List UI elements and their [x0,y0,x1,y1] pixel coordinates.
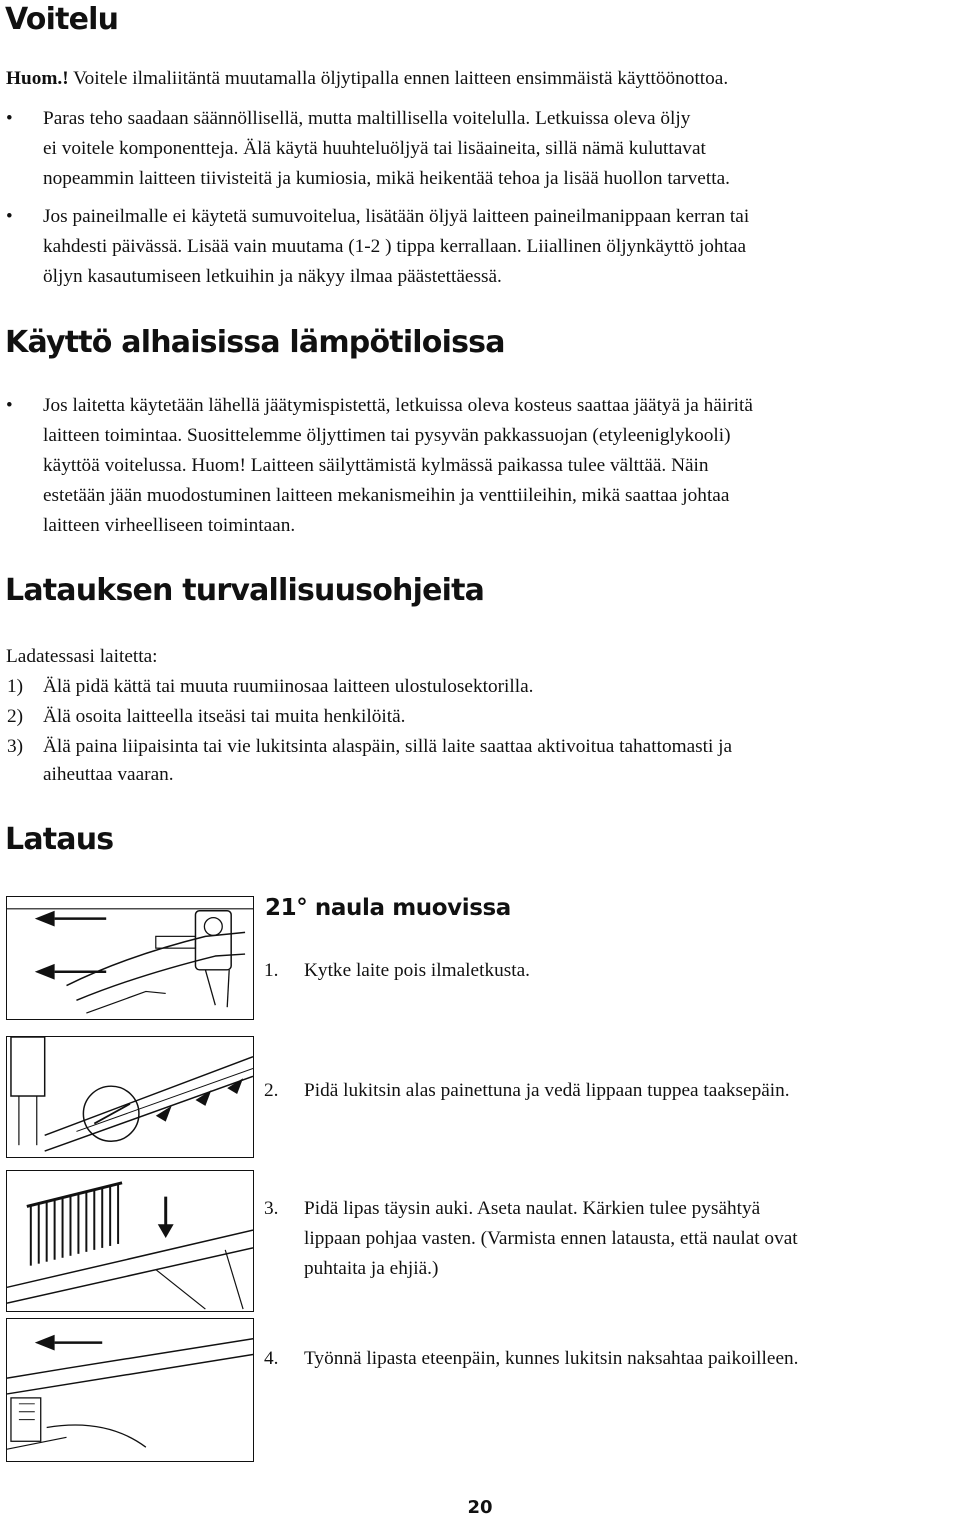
bullet-marker: • [6,395,13,416]
step-3-line1: Pidä lipas täysin auki. Aseta naulat. Kärkien tulee pysähtyä [304,1198,761,1219]
lubrication-note [6,64,728,94]
step-1-text: Kytke laite pois ilmaletkusta. [304,960,530,981]
safety-item-3-line2: aiheuttaa vaaran. [43,764,174,785]
voitelu-bullet1-line1: Paras teho saadaan säännöllisellä, mutta maltillisella voitelulla. Letkuissa oleva öljy [43,108,691,129]
bullet-marker: • [6,108,13,129]
kaytto-line2: laitteen toimintaa. Suosittelemme öljyttimen tai pysyvän pakkassuojan (etyleeniglykooli) [43,425,731,446]
safety-item-2: Älä osoita laitteella itseäsi tai muita henkilöitä. [43,706,406,727]
note-label: Huom.! [6,68,69,89]
section-title-voitelu: Voitelu [5,2,119,37]
step-4-text: Työnnä lipasta eteenpäin, kunnes lukitsin naksahtaa paikoilleen. [304,1348,799,1369]
bullet-marker: • [6,206,13,227]
illustration-pull-magazine [6,1036,254,1158]
section-title-latauksen: Latauksen turvallisuusohjeita [5,573,485,608]
voitelu-bullet2-line1: Jos paineilmalle ei käytetä sumuvoitelua, lisätään öljyä laitteen paineilmanippaan kerran tai [43,206,750,227]
voitelu-bullet2-line2: kahdesti päivässä. Lisää vain muutama (1-2 ) tippa kerrallaan. Liiallinen öljynkäyttö johtaa [43,236,747,257]
step-3-line3: puhtaita ja ehjiä.) [304,1258,439,1279]
illustration-load-nails [6,1170,254,1312]
voitelu-bullet1-line3: nopeammin laitteen tiivisteitä ja kumiosia, mikä heikentää tehoa ja lisää huollon tarvetta. [43,168,730,189]
step-number: 4. [264,1348,279,1369]
latauksen-intro: Ladatessasi laitetta: [6,646,158,667]
kaytto-line1: Jos laitetta käytetään lähellä jäätymispistettä, letkuissa oleva kosteus saattaa jäätyä ja häiritä [43,395,753,416]
step-number: 2. [264,1080,279,1101]
list-number: 2) [7,706,24,727]
step-number: 1. [264,960,279,981]
kaytto-line3: käyttöä voitelussa. Huom! Laitteen säilyttämistä kylmässä paikassa tulee välttää. Näin [43,455,709,476]
voitelu-bullet1-line2: ei voitele komponentteja. Älä käytä huuhteluöljyä tai lisäaineita, sillä nämä kuluttavat [43,138,706,159]
step-2-text: Pidä lukitsin alas painettuna ja vedä lippaan tuppea taaksepäin. [304,1080,790,1101]
voitelu-bullet2-line3: öljyn kasautumiseen letkuihin ja näkyy ilmaa päästettäessä. [43,266,502,287]
safety-item-3-line1: Älä paina liipaisinta tai vie lukitsinta alaspäin, sillä laite saattaa aktivoitua tahattomasti ja [43,736,733,757]
illustration-push-magazine [6,1318,254,1462]
step-number: 3. [264,1198,279,1219]
note-text: Voitele ilmaliitäntä muutamalla öljytipalla ennen laitteen ensimmäistä käyttöönottoa. [68,68,729,89]
list-number: 3) [7,736,24,757]
list-number: 1) [7,676,24,697]
page-number: 20 [467,1497,493,1518]
step-3-line2: lippaan pohjaa vasten. (Varmista ennen latausta, että naulat ovat [304,1228,798,1249]
section-title-lataus: Lataus [5,822,114,857]
illustration-disconnect-air [6,896,254,1020]
safety-item-1: Älä pidä kättä tai muuta ruumiinosaa laitteen ulostulosektorilla. [43,676,534,697]
kaytto-line4: estetään jään muodostuminen laitteen mekanismeihin ja venttiileihin, mikä saattaa johtaa [43,485,730,506]
kaytto-line5: laitteen virheelliseen toimintaan. [43,515,296,536]
section-title-kaytto: Käyttö alhaisissa lämpötiloissa [5,325,505,360]
lataus-subtitle: 21° naula muovissa [265,895,511,921]
